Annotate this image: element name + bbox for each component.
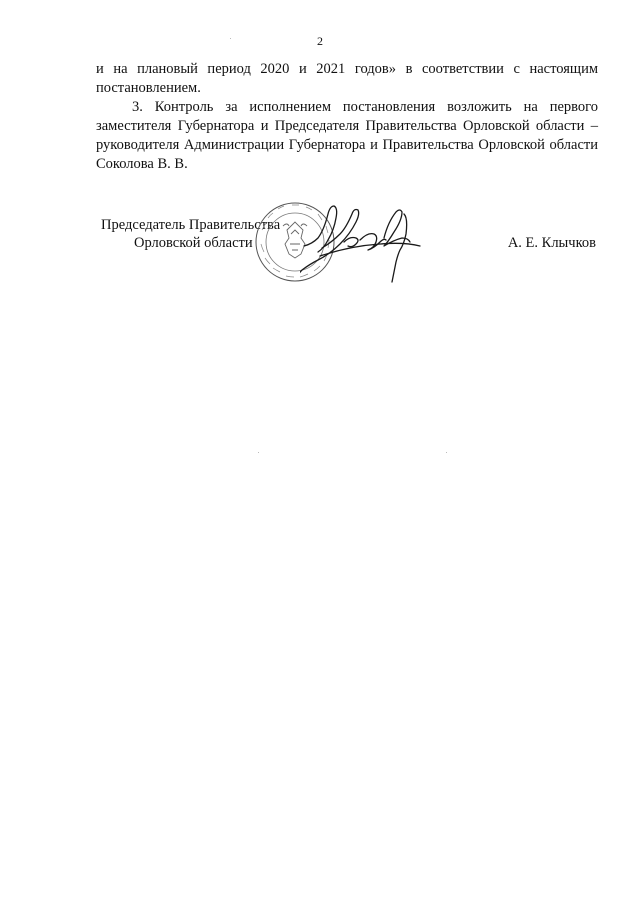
signature-block bbox=[0, 200, 640, 300]
paragraph-3: 3. Контроль за исполнением постановления возложить на первого заместителя Губернатора и Председателя Правительства Орловской области – руководителя Администрации Губернатора и Правительства Орловской области Соколова В. В. bbox=[96, 99, 598, 172]
scan-speck bbox=[446, 452, 447, 453]
scan-speck bbox=[230, 38, 231, 39]
signatory-title-line-1: Председатель Правительства bbox=[101, 217, 281, 233]
signatory-title-line-2: Орловской области bbox=[134, 235, 253, 251]
document-body bbox=[96, 60, 598, 174]
paragraph-continuation: и на плановый период 2020 и 2021 годов» в соответствии с настоящим постановлением. bbox=[96, 61, 598, 96]
scan-speck bbox=[258, 452, 259, 453]
handwritten-signature-icon bbox=[300, 202, 430, 292]
signatory-name: А. Е. Клычков bbox=[507, 235, 596, 251]
page-number: 2 bbox=[317, 34, 323, 48]
